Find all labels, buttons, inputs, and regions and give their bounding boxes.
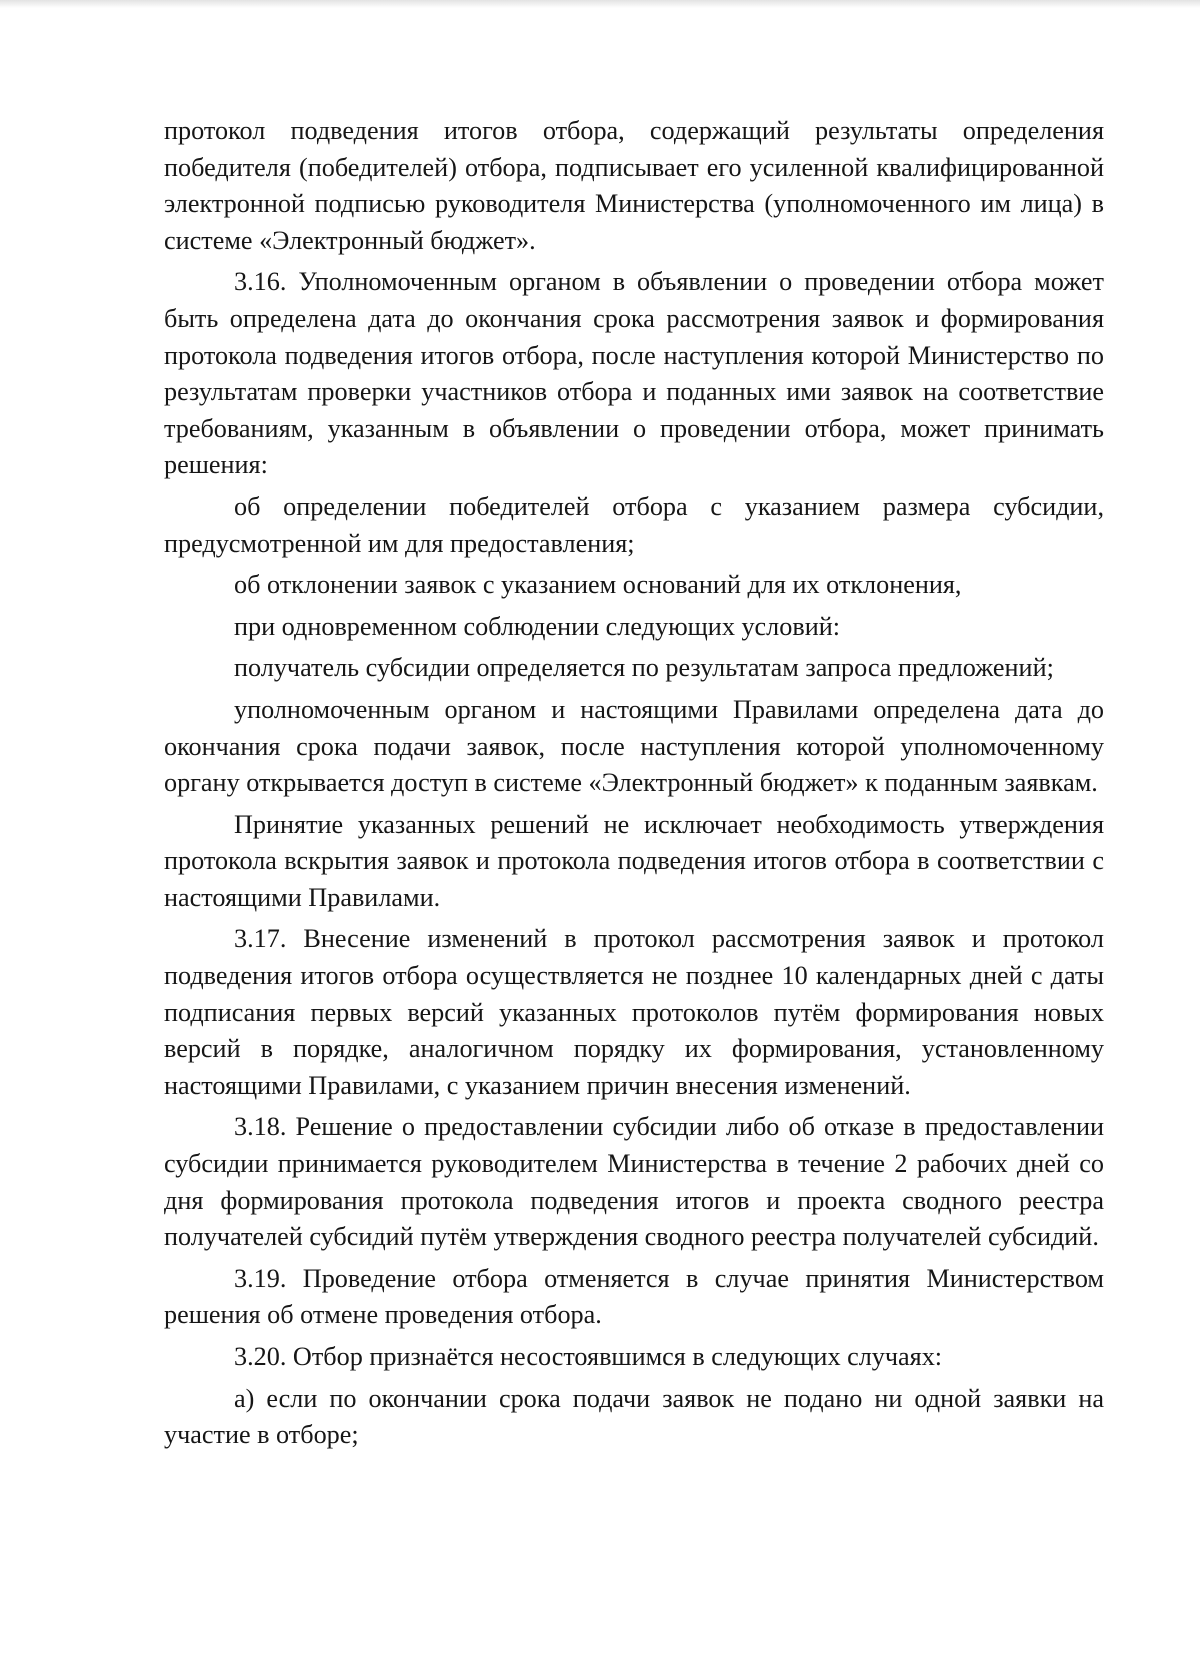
paragraph-decision-rejection: об отклонении заявок с указанием оснований для их отклонения, — [234, 570, 962, 600]
paragraph-3-17: 3.17. Внесение изменений в протокол рассмотрения заявок и протокол подведения итогов отбора осуществляется не позднее 10 календарных дней с даты подписания первых версий указанных протоколов путём формирования новых версий в порядке, аналогичном порядку их формирования, установленному настоящими Правилами, с указанием причин внесения изменений. — [164, 924, 1104, 1100]
paragraph-3-18: 3.18. Решение о предоставлении субсидии либо об отказе в предоставлении субсидии принимается руководителем Министерства в течение 2 рабочих дней со дня формирования протокола подведения итогов и проекта сводного реестра получателей субсидий путём утверждения сводного реестра получателей субсидий. — [164, 1112, 1104, 1252]
paragraph-3-16: 3.16. Уполномоченным органом в объявлении о проведении отбора может быть определена дата до окончания срока рассмотрения заявок и формирования протокола подведения итогов отбора, после наступления которой Министерство по результатам проверки участников отбора и поданных ими заявок на соответствие требованиям, указанным в объявлении о проведении отбора, может принимать решения: — [164, 267, 1104, 480]
document-page — [164, 113, 1104, 1454]
paragraph-continuation: протокол подведения итогов отбора, содержащий результаты определения победителя (победителей) отбора, подписывает его усиленной квалифицированной электронной подписью руководителя Министерства (уполномоченного им лица) в системе «Электронный бюджет». — [164, 116, 1104, 255]
paragraph-3-19: 3.19. Проведение отбора отменяется в случае принятия Министерством решения об отмене проведения отбора. — [164, 1263, 1104, 1330]
paragraph-decision-winners: об определении победителей отбора с указанием размера субсидии, предусмотренной им для предоставления; — [164, 491, 1104, 558]
paragraph-3-20: 3.20. Отбор признаётся несостоявшимся в следующих случаях: — [234, 1342, 943, 1371]
paragraph-conditions-intro: при одновременном соблюдении следующих условий: — [234, 611, 841, 641]
paragraph-condition-date: уполномоченным органом и настоящими Правилами определена дата до окончания срока подачи заявок, после наступления которой уполномоченному органу открывается доступ в системе «Электронный бюджет» к поданным заявкам. — [164, 694, 1104, 798]
paragraph-3-20-a: а) если по окончании срока подачи заявок не подано ни одной заявки на участие в отборе; — [164, 1383, 1104, 1450]
paragraph-condition-recipient: получатель субсидии определяется по результатам запроса предложений; — [234, 653, 1054, 683]
scan-top-edge — [0, 0, 1200, 8]
paragraph-adoption-note: Принятие указанных решений не исключает необходимость утверждения протокола вскрытия заявок и протокола подведения итогов отбора в соответствии с настоящими Правилами. — [164, 809, 1104, 912]
